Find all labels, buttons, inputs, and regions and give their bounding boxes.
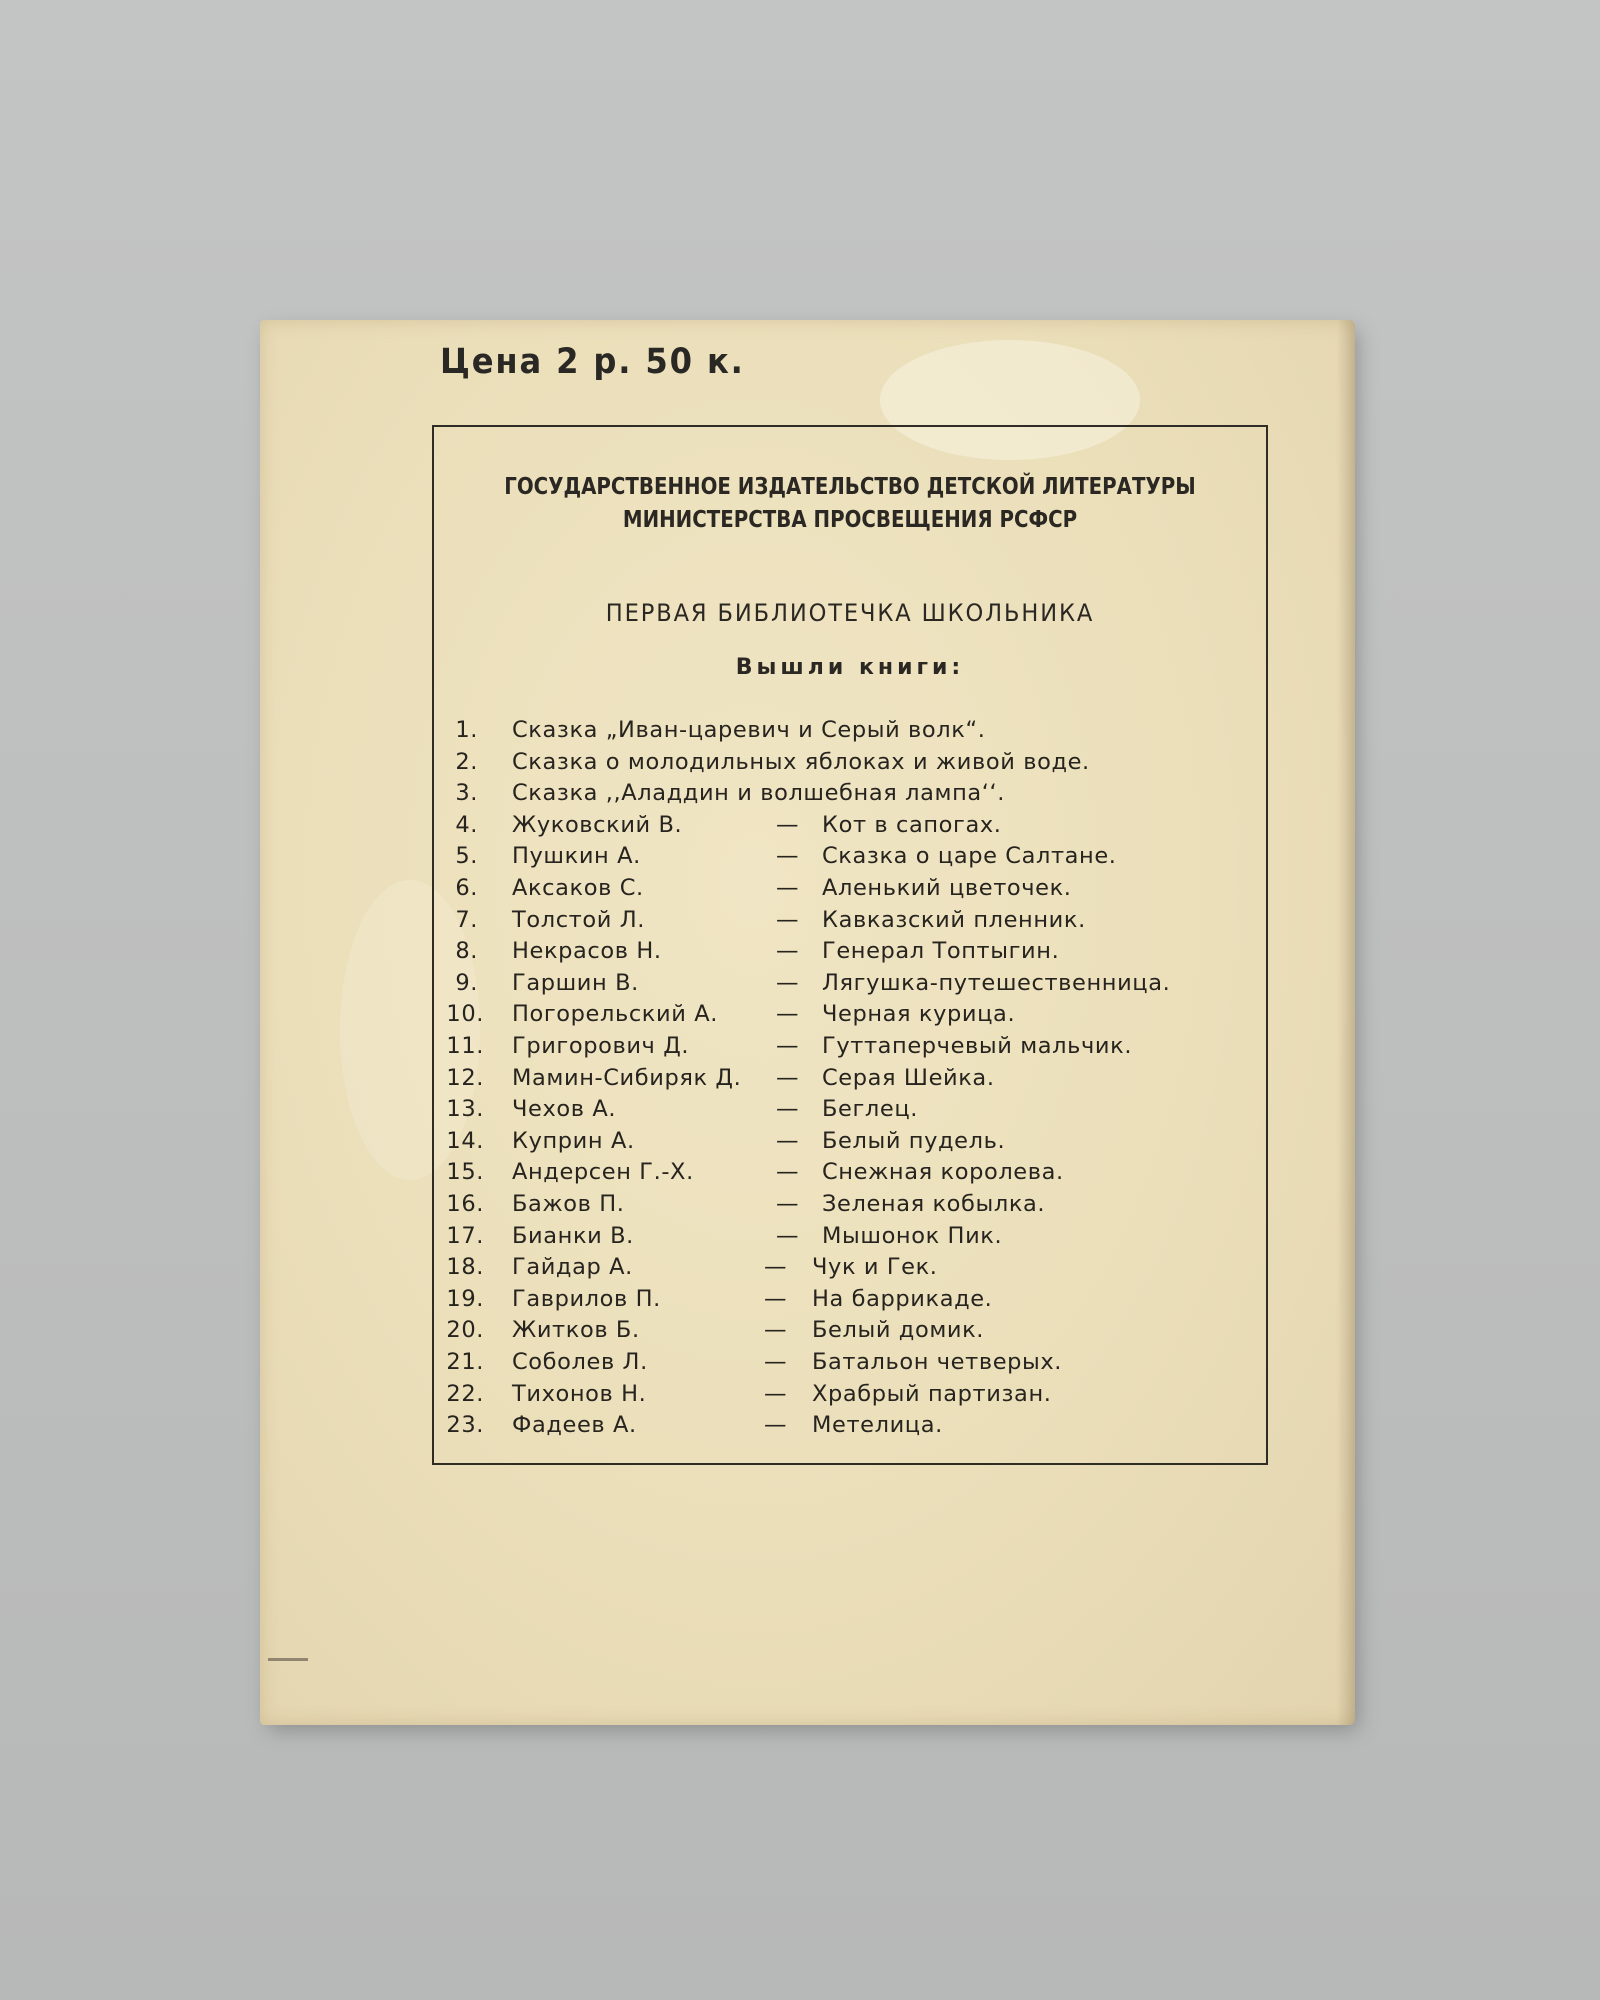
book-title: Зеленая кобылка. — [822, 1191, 1046, 1217]
book-title: На баррикаде. — [812, 1285, 993, 1312]
book-author: Пушкин А. — [512, 843, 641, 870]
book-dash: — — [764, 1380, 788, 1407]
book-dash: — — [764, 1317, 788, 1344]
list-item — [434, 1317, 1266, 1348]
book-title: Мышонок Пик. — [822, 1222, 1003, 1249]
book-title: Лягушка-путешественница. — [822, 969, 1171, 996]
list-item — [434, 717, 1266, 748]
publisher-line-2: МИНИСТЕРСТВА ПРОСВЕЩЕНИЯ РСФСР — [622, 507, 1078, 533]
list-item — [434, 1191, 1266, 1222]
book-number: 13. — [446, 1096, 484, 1123]
book-dash: — — [776, 843, 800, 870]
book-title: Батальон четверых. — [812, 1349, 1063, 1375]
book-number: 19. — [446, 1285, 484, 1312]
price-label: Цена 2 р. 50 к. — [440, 342, 745, 382]
list-item — [434, 812, 1266, 843]
book-dash: — — [776, 1033, 800, 1059]
book-number: 4. — [455, 811, 478, 838]
book-number: 9. — [455, 969, 478, 996]
book-number: 10. — [446, 1001, 484, 1028]
book-author: Житков Б. — [512, 1317, 640, 1344]
book-dash: — — [764, 1285, 788, 1312]
book-title: Белый домик. — [812, 1317, 985, 1344]
list-item — [434, 1286, 1266, 1317]
publisher-name — [492, 471, 1208, 537]
edge-mark — [268, 1658, 308, 1661]
book-number: 15. — [446, 1159, 484, 1186]
book-dash: — — [776, 938, 800, 965]
book-author: Бианки В. — [512, 1222, 634, 1249]
book-author: Гайдар А. — [512, 1254, 633, 1281]
book-author: Некрасов Н. — [512, 938, 662, 965]
book-number: 23. — [446, 1412, 484, 1439]
book-author: Гаршин В. — [512, 969, 639, 996]
list-item — [434, 938, 1266, 969]
series-title: ПЕРВАЯ БИБЛИОТЕЧКА ШКОЛЬНИКА — [605, 599, 1095, 627]
book-author: Чехов А. — [512, 1096, 617, 1123]
list-item — [434, 970, 1266, 1001]
catalog-frame — [432, 425, 1268, 1465]
list-item — [434, 1381, 1266, 1412]
book-title: Беглец. — [822, 1096, 918, 1123]
book-number: 17. — [446, 1222, 484, 1249]
book-title: Белый пудель. — [822, 1127, 1006, 1154]
book-number: 14. — [446, 1127, 484, 1154]
book-number: 3. — [455, 780, 478, 807]
book-title: Снежная королева. — [822, 1159, 1064, 1186]
list-item — [434, 875, 1266, 906]
publisher-line-1: ГОСУДАРСТВЕННОЕ ИЗДАТЕЛЬСТВО ДЕТСКОЙ ЛИТЕРАТУРЫ — [504, 474, 1196, 500]
book-entry: Сказка „Иван-царевич и Серый волк“. — [512, 717, 986, 743]
book-number: 20. — [446, 1317, 484, 1344]
book-author: Толстой Л. — [512, 906, 645, 933]
book-dash: — — [776, 969, 800, 996]
book-number: 22. — [446, 1380, 484, 1407]
list-item — [434, 780, 1266, 811]
book-number: 2. — [455, 748, 478, 775]
book-author: Бажов П. — [512, 1191, 625, 1217]
list-item — [434, 1223, 1266, 1254]
book-title: Серая Шейка. — [822, 1064, 995, 1091]
book-dash: — — [764, 1412, 788, 1439]
book-author: Жуковский В. — [512, 811, 683, 838]
released-heading: Вышли книги: — [735, 655, 965, 680]
list-item — [434, 907, 1266, 938]
book-dash: — — [776, 1096, 800, 1123]
book-dash: — — [776, 1222, 800, 1249]
book-dash: — — [776, 906, 800, 933]
book-title: Аленький цветочек. — [822, 875, 1072, 901]
book-title: Гуттаперчевый мальчик. — [822, 1033, 1133, 1059]
book-author: Гаврилов П. — [512, 1285, 661, 1312]
book-number: 6. — [455, 875, 478, 901]
book-author: Соболев Л. — [512, 1349, 648, 1375]
list-item — [434, 843, 1266, 874]
book-dash: — — [776, 811, 800, 838]
book-number: 16. — [446, 1191, 484, 1217]
book-author: Куприн А. — [512, 1127, 635, 1154]
book-number: 18. — [446, 1254, 484, 1281]
list-item — [434, 749, 1266, 780]
book-author: Андерсен Г.-Х. — [512, 1159, 694, 1186]
list-item — [434, 1412, 1266, 1443]
book-title: Чук и Гек. — [812, 1254, 938, 1281]
book-title: Генерал Топтыгин. — [822, 938, 1060, 965]
list-item — [434, 1096, 1266, 1127]
book-entry: Сказка ,,Аладдин и волшебная лампа‘‘. — [512, 780, 1006, 807]
book-number: 7. — [455, 906, 478, 933]
book-title: Метелица. — [812, 1412, 943, 1439]
list-item — [434, 1254, 1266, 1285]
book-dash: — — [776, 1127, 800, 1154]
list-item — [434, 1033, 1266, 1064]
book-back-cover — [260, 320, 1355, 1725]
book-dash: — — [764, 1349, 788, 1375]
book-number: 21. — [446, 1349, 484, 1375]
book-title: Храбрый партизан. — [812, 1380, 1052, 1407]
book-dash: — — [776, 1001, 800, 1028]
book-dash: — — [776, 1064, 800, 1091]
book-title: Сказка о царе Салтане. — [822, 843, 1117, 870]
book-author: Фадеев А. — [512, 1412, 637, 1439]
list-item — [434, 1349, 1266, 1380]
book-title: Черная курица. — [822, 1001, 1016, 1028]
book-dash: — — [776, 875, 800, 901]
list-item — [434, 1159, 1266, 1190]
book-author: Мамин-Сибиряк Д. — [512, 1064, 742, 1091]
list-item — [434, 1001, 1266, 1032]
book-number: 11. — [446, 1033, 484, 1059]
book-dash: — — [776, 1191, 800, 1217]
list-item — [434, 1065, 1266, 1096]
book-author: Григорович Д. — [512, 1033, 690, 1059]
list-item — [434, 1128, 1266, 1159]
book-dash: — — [776, 1159, 800, 1186]
book-number: 5. — [455, 843, 478, 870]
book-edge — [1337, 320, 1355, 1725]
book-number: 1. — [455, 717, 478, 743]
book-author: Аксаков С. — [512, 875, 644, 901]
book-number: 12. — [446, 1064, 484, 1091]
book-author: Погорельский А. — [512, 1001, 718, 1028]
book-entry: Сказка о молодильных яблоках и живой воде. — [512, 748, 1090, 775]
book-title: Кот в сапогах. — [822, 811, 1002, 838]
book-author: Тихонов Н. — [512, 1380, 647, 1407]
book-number: 8. — [455, 938, 478, 965]
book-title: Кавказский пленник. — [822, 906, 1086, 933]
book-dash: — — [764, 1254, 788, 1281]
